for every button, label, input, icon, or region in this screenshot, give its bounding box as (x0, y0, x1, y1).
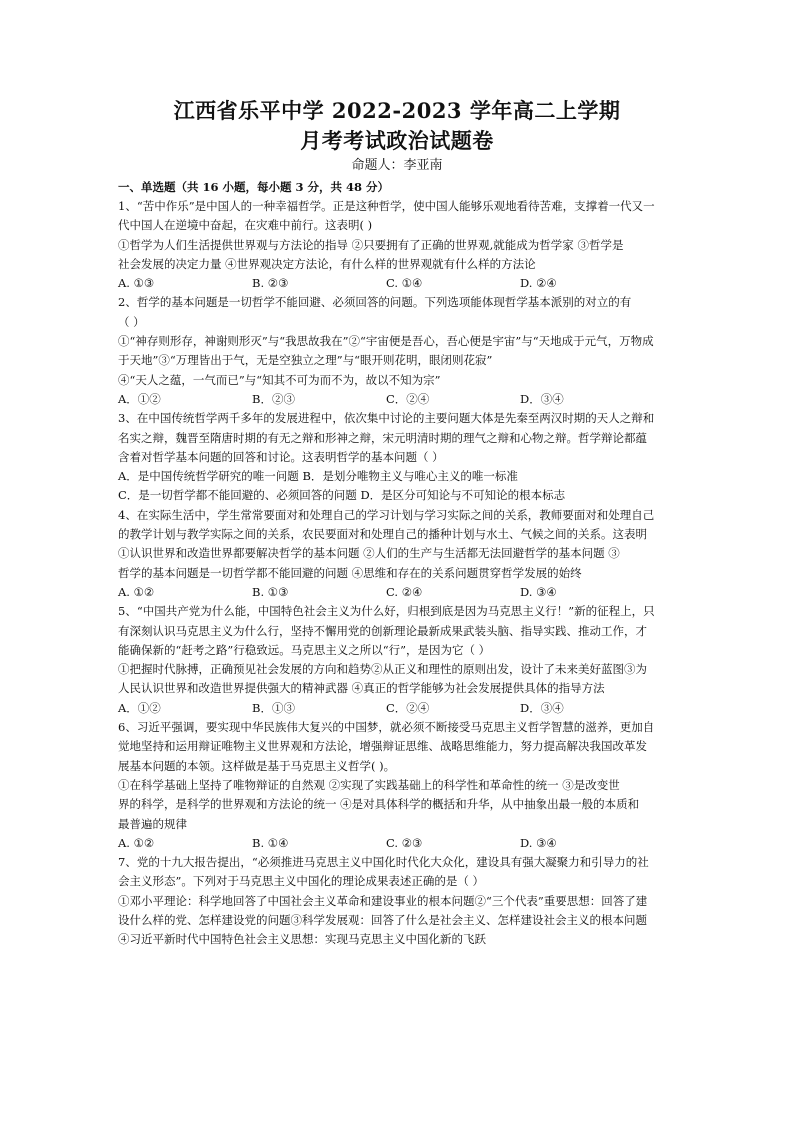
question-text-line: ①邓小平理论：科学地回答了中国社会主义革命和建设事业的根本问题②“三个代表”重要思想：回答了建 (118, 893, 648, 908)
question-text-line: ①在科学基础上坚持了唯物辩证的自然观 ②实现了实践基础上的科学性和革命性的统一 ③是改变世 (118, 777, 620, 792)
question-text-line: 2、哲学的基本问题是一切哲学不能回避、必须回答的问题。下列选项能体现哲学基本派别的对立的有 (118, 295, 632, 310)
answer-option: D．③④ (520, 391, 564, 406)
question-text-line: ①把握时代脉搏，正确预见社会发展的方向和趋势②从正义和理性的原则出发，设计了未来美好蓝图③为 (118, 662, 647, 677)
answer-option: C．②④ (386, 391, 430, 406)
answer-option: D. ③④ (520, 584, 557, 599)
question-text-line: ①认识世界和改造世界都要解决哲学的基本问题 ②人们的生产与生活都无法回避哲学的基本问题 ③ (118, 546, 620, 561)
question-text-line: 能确保新的“赶考之路”行稳致远。马克思主义之所以“行”，是因为它（ ） (118, 642, 491, 657)
answer-option: B．①③ (252, 700, 295, 715)
question-text-line: 设什么样的党、怎样建设党的问题③科学发展观：回答了什么是社会主义、怎样建设社会主义的根本问题 (118, 912, 647, 927)
question-text-line: ④习近平新时代中国特色社会主义思想：实现马克思主义中国化新的飞跃 (118, 932, 486, 947)
answer-option: C. ②④ (386, 584, 423, 599)
question-text-line: 含着对哲学基本问题的回答和讨论。这表明哲学的基本问题（ ） (118, 449, 444, 464)
question-text-line: ①哲学为人们生活提供世界观与方法论的指导 ②只要拥有了正确的世界观,就能成为哲学家 ③哲学是 (118, 237, 624, 252)
question-text-line: C．是一切哲学都不能回避的、必须回答的问题 D．是区分可知论与不可知论的根本标志 (118, 488, 566, 503)
question-text-line: 哲学的基本问题是一切哲学都不能回避的问题 ④思维和存在的关系问题贯穿哲学发展的始终 (118, 565, 582, 580)
exam-title-line1: 江西省乐平中学 2022-2023 学年高二上学期 (173, 98, 621, 123)
question-text-line: ①“神存则形存，神谢则形灭”与“我思故我在”②“宇宙便是吾心，吾心便是宇宙”与“天地成于元气，万物成 (118, 334, 654, 349)
question-text-line: 4、在实际生活中，学生常常要面对和处理自己的学习计划与学习实际之间的关系，教师要面对和处理自己 (118, 507, 655, 522)
answer-option: A. ①③ (118, 276, 155, 291)
answer-options (118, 583, 676, 602)
question-1 (118, 197, 676, 293)
question-text-line: 会主义形态”。下列对于马克思主义中国化的理论成果表述正确的是（ ） (118, 874, 485, 889)
question-4 (118, 506, 676, 602)
answer-option: D．③④ (520, 700, 564, 715)
question-text-line: （ ） (118, 314, 145, 329)
question-text-line: 的教学计划与教学实际之间的关系，农民要面对和处理自己的播种计划与水土、气候之间的关系。这表明 (118, 527, 647, 542)
question-list (118, 197, 676, 950)
question-text-line: 1、“苦中作乐”是中国人的一种幸福哲学。正是这种哲学，使中国人能够乐观地看待苦难，支撑着一代又一 (118, 199, 655, 213)
question-text-line: 代中国人在逆境中奋起，在灾难中前行。这表明( ) (118, 218, 373, 233)
answer-option: D. ③④ (520, 835, 557, 850)
answer-option: A. ①② (118, 584, 155, 599)
exam-title-line2: 月考考试政治试题卷 (300, 128, 494, 153)
question-text-line: ④“天人之蕴，一气而已”与“知其不可为而不为，故以不知为宗” (118, 372, 441, 387)
answer-option: D. ②④ (520, 276, 557, 291)
section-title: 一、单选题（共 16 小题，每小题 3 分，共 48 分） (118, 180, 390, 194)
answer-option: B．②③ (252, 391, 295, 406)
answer-option: B. ①③ (252, 584, 289, 599)
question-text-line: 最普遍的规律 (118, 816, 187, 831)
question-text-line: 5、“中国共产党为什么能，中国特色社会主义为什么好，归根到底是因为马克思主义行！”新的征程上，只 (118, 604, 655, 619)
question-6 (118, 718, 676, 853)
question-text-line: 3、在中国传统哲学两千多年的发展进程中，依次集中讨论的主要问题大体是先秦至两汉时期的天人之辩和 (118, 411, 655, 426)
answer-option: B. ①④ (252, 835, 289, 850)
answer-options (118, 834, 676, 853)
answer-option: C. ①④ (386, 276, 423, 291)
answer-options (118, 274, 676, 293)
question-text-line: 6、习近平强调，要实现中华民族伟大复兴的中国梦，就必须不断接受马克思主义哲学智慧的滋养，更加自 (118, 720, 655, 735)
question-text-line: 于天地”③“万理皆出于气，无是空独立之理”与“眼开则花明，眼闭则花寂” (118, 353, 493, 368)
question-text-line: 界的科学，是科学的世界观和方法论的统一 ④是对具体科学的概括和升华，从中抽象出最一般的本质和 (118, 797, 640, 812)
exam-author: 命题人：李亚南 (351, 158, 443, 173)
question-text-line: 有深刻认识马克思主义为什么行，坚持不懈用党的创新理论最新成果武装头脑、指导实践、推动工作，才 (118, 623, 647, 638)
question-3 (118, 409, 676, 505)
answer-option: C. ②③ (386, 835, 423, 850)
answer-option: B. ②③ (252, 276, 289, 291)
question-text-line: 觉地坚持和运用辩证唯物主义世界观和方法论，增强辩证思维、战略思维能力，努力提高解决我国改革发 (118, 739, 647, 754)
question-5 (118, 602, 676, 718)
question-text-line: A．是中国传统哲学研究的唯一问题 B．是划分唯物主义与唯心主义的唯一标准 (118, 469, 518, 484)
question-7 (118, 853, 676, 949)
question-text-line: 名实之辩，魏晋至隋唐时期的有无之辩和形神之辩，宋元明清时期的理气之辩和心物之辩。哲学辩论都蕴 (118, 430, 647, 445)
answer-option: C．②④ (386, 700, 430, 715)
answer-option: A．①② (118, 700, 161, 715)
question-text-line: 社会发展的决定力量 ④世界观决定方法论，有什么样的世界观就有什么样的方法论 (118, 256, 536, 271)
question-text-line: 人民认识世界和改造世界提供强大的精神武器 ④真正的哲学能够为社会发展提供具体的指导方法 (118, 681, 605, 696)
answer-options (118, 699, 676, 718)
question-text-line: 展基本问题的本领。这样做是基于马克思主义哲学( )。 (118, 758, 396, 773)
answer-options (118, 390, 676, 409)
answer-option: A．①② (118, 391, 161, 406)
answer-option: A. ①② (118, 835, 155, 850)
question-text-line: 7、党的十九大报告提出，“必须推进马克思主义中国化时代化大众化，建设具有强大凝聚力和引导力的社 (118, 855, 649, 870)
question-2 (118, 293, 676, 409)
